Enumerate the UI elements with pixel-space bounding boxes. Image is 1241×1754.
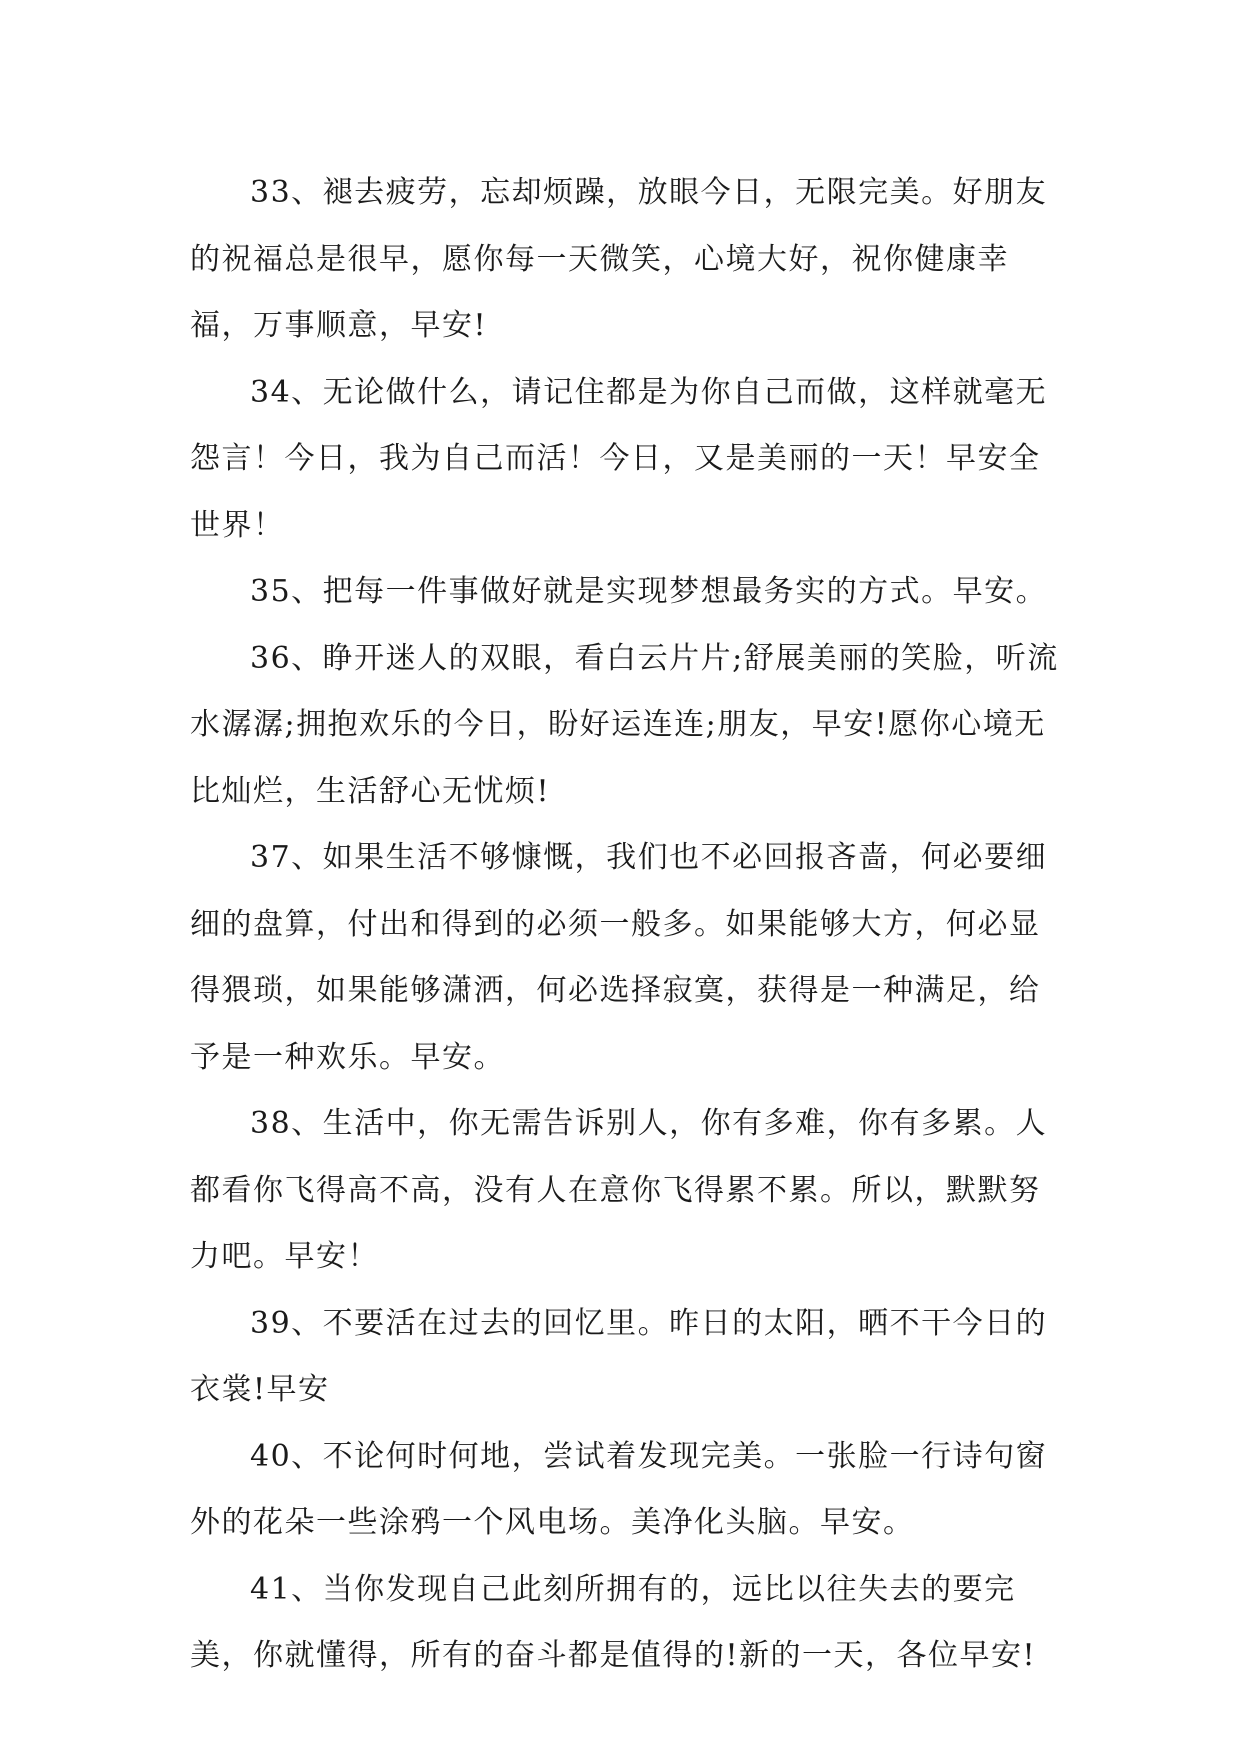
paragraph-34: 34、无论做什么，请记住都是为你自己而做，这样就毫无怨言！今日，我为自己而活！今日，又是美丽的一天！早安全世界！ [190, 374, 1048, 543]
paragraph-41: 41、当你发现自己此刻所拥有的，远比以往失去的要完美，你就懂得，所有的奋斗都是值得的!新的一天，各位早安! [190, 1571, 1037, 1673]
paragraph-35: 35、把每一件事做好就是实现梦想最务实的方式。早安。 [250, 574, 1048, 609]
paragraph-38: 38、生活中，你无需告诉别人，你有多难，你有多累。人都看你飞得高不高，没有人在意你飞得累不累。所以，默默努力吧。早安！ [190, 1106, 1048, 1274]
document-body [190, 160, 1070, 1690]
paragraph-40: 40、不论何时何地，尝试着发现完美。一张脸一行诗句窗外的花朵一些涂鸦一个风电场。美净化头脑。早安。 [190, 1438, 1048, 1540]
paragraph-37: 37、如果生活不够慷慨，我们也不必回报吝啬，何必要细细的盘算，付出和得到的必须一般多。如果能够大方，何必显得猥琐，如果能够潇洒，何必选择寂寞，获得是一种满足，给予是一种欢乐。早安。 [190, 840, 1048, 1075]
paragraph-36: 36、睁开迷人的双眼，看白云片片;舒展美丽的笑脸，听流水潺潺;拥抱欢乐的今日，盼好运连连;朋友，早安!愿你心境无比灿烂，生活舒心无忧烦! [190, 640, 1059, 809]
paragraph-33: 33、褪去疲劳，忘却烦躁，放眼今日，无限完美。好朋友的祝福总是很早，愿你每一天微笑，心境大好，祝你健康幸福，万事顺意，早安! [190, 175, 1048, 343]
paragraph-39: 39、不要活在过去的回忆里。昨日的太阳，晒不干今日的衣裳!早安 [190, 1305, 1048, 1407]
